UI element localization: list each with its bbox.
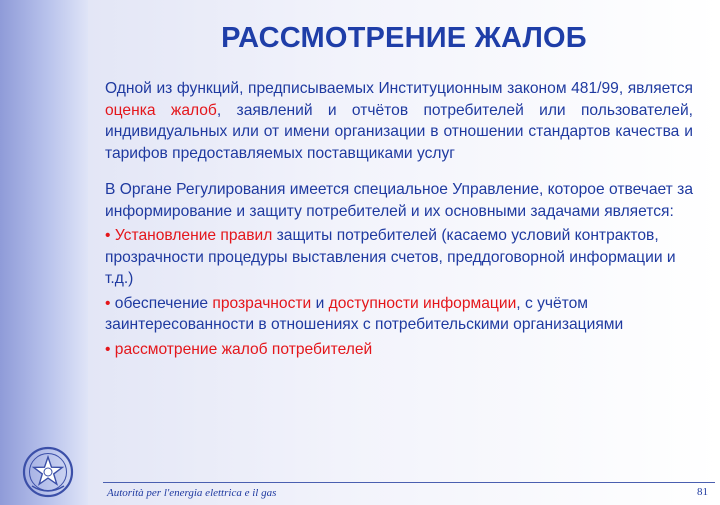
bullet-item-transparency	[105, 293, 693, 336]
bullet2-highlight-2: доступности информации	[328, 294, 517, 312]
para1-text-a: Одной из функций, предписываемых Институционным законом 481/99, является	[105, 80, 693, 97]
page-number: 81	[697, 486, 708, 498]
bullet3-highlight: рассмотрение жалоб потребителей	[110, 340, 373, 358]
bullet2-text-mid: и	[311, 294, 329, 312]
bullet-dot: •	[105, 227, 111, 244]
bullet1-highlight: Установление правил	[114, 227, 273, 244]
italian-emblem-icon	[22, 446, 74, 498]
left-sidebar-band	[0, 0, 88, 505]
bullet2-text-pre: обеспечение	[110, 294, 213, 312]
para1-text-b: , заявлений и отчётов потребителей или пользователей, индивидуальных или от имени организации в отношении стандартов качества и тарифов предоставляемых поставщиками услуг	[105, 101, 693, 162]
footer-organization: Autorità per l'energia elettrica e il gas	[107, 487, 277, 499]
paragraph-department: В Органе Регулирования имеется специальное Управление, которое отвечает за информирование и защиту потребителей и их основными задачами является:	[105, 181, 693, 220]
bullet-dot: •	[105, 294, 111, 312]
bullet2-text: , с учётом заинтересованности в отношениях с потребительскими организациями	[105, 294, 624, 333]
bullet-item-rules	[105, 225, 693, 290]
slide-title: РАССМОТРЕНИЕ ЖАЛОБ	[221, 22, 587, 54]
paragraph-functions	[105, 78, 693, 164]
bullet1-text: защиты потребителей (касаемо условий контрактов, прозрачности процедуры выставления счетов, преддоговорной информации и т.д.)	[105, 227, 676, 287]
bullet-item-complaints	[105, 339, 693, 361]
bullet2-highlight-1: прозрачности	[212, 294, 312, 312]
bullet-dot: •	[105, 340, 111, 358]
slide-content	[105, 78, 693, 360]
footer-divider	[103, 482, 715, 483]
para1-highlight: оценка жалоб	[105, 101, 217, 119]
